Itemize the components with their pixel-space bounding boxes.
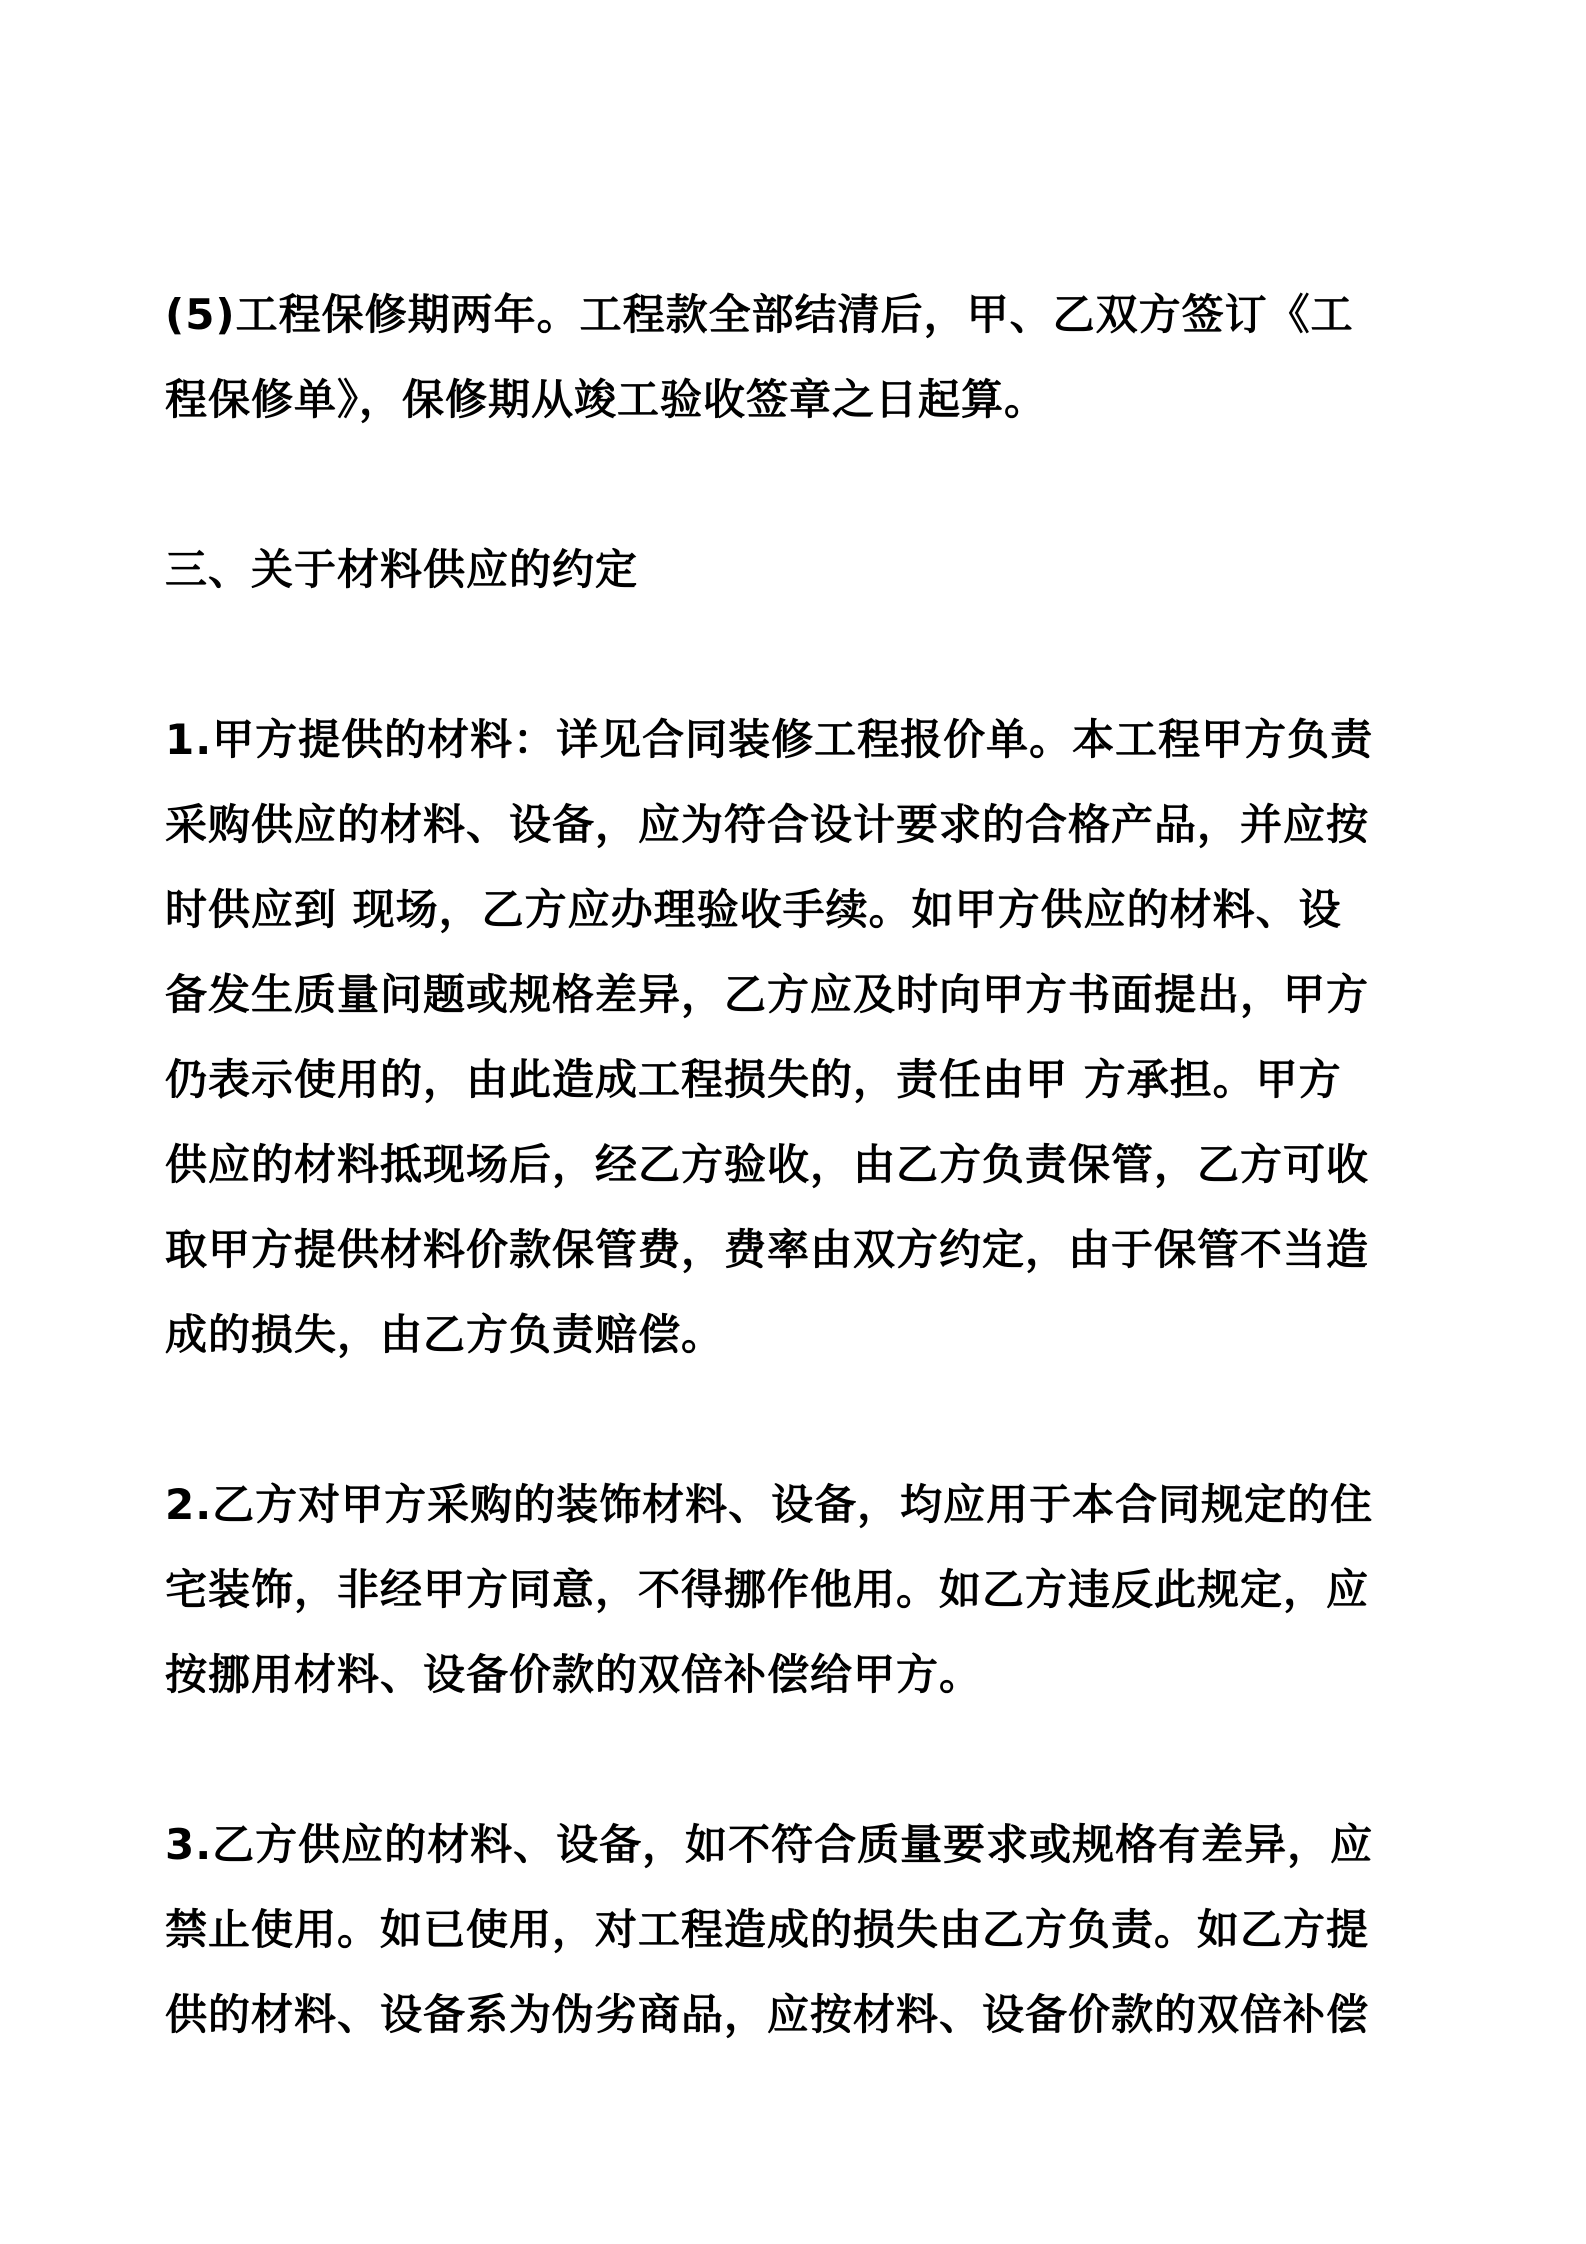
text-line: 仍表示使用的，由此造成工程损失的，责任由甲 方承担。甲方	[165, 1055, 1342, 1104]
clause-5-warranty-paragraph	[165, 272, 1466, 442]
document-content	[165, 272, 1466, 2057]
text-line: 3.乙方供应的材料、设备，如不符合质量要求或规格有差异，应	[165, 1820, 1374, 1869]
text-line: 采购供应的材料、设备，应为符合设计要求的合格产品，并应按	[165, 800, 1370, 849]
item-3-party-b-materials-paragraph	[165, 1802, 1466, 2057]
text-line: 时供应到 现场，乙方应办理验收手续。如甲方供应的材料、设	[165, 885, 1342, 934]
text-line: 1.甲方提供的材料：详见合同装修工程报价单。本工程甲方负责	[165, 715, 1374, 764]
text-line: 成的损失，由乙方负责赔偿。	[165, 1310, 725, 1359]
text-line: 供应的材料抵现场后，经乙方验收，由乙方负责保管，乙方可收	[165, 1140, 1370, 1189]
text-line: 取甲方提供材料价款保管费，费率由双方约定，由于保管不当造	[165, 1225, 1370, 1274]
text-line: 供的材料、设备系为伪劣商品，应按材料、设备价款的双倍补偿	[165, 1990, 1370, 2039]
text-line: 禁止使用。如已使用，对工程造成的损失由乙方负责。如乙方提	[165, 1905, 1370, 1954]
text-line: 备发生质量问题或规格差异，乙方应及时向甲方书面提出，甲方	[165, 970, 1370, 1019]
text-line: 程保修单》，保修期从竣工验收签章之日起算。	[165, 375, 1048, 424]
text-line: (5)工程保修期两年。工程款全部结清后，甲、乙双方签订《工	[165, 290, 1354, 339]
text-line: 三、关于材料供应的约定	[165, 545, 639, 594]
text-line: 宅装饰，非经甲方同意，不得挪作他用。如乙方违反此规定，应	[165, 1565, 1370, 1614]
text-line: 按挪用材料、设备价款的双倍补偿给甲方。	[165, 1650, 983, 1699]
section-3-heading	[165, 527, 1466, 612]
item-1-party-a-materials-paragraph	[165, 697, 1466, 1377]
text-line: 2.乙方对甲方采购的装饰材料、设备，均应用于本合同规定的住	[165, 1480, 1374, 1529]
item-2-party-b-usage-paragraph	[165, 1462, 1466, 1717]
